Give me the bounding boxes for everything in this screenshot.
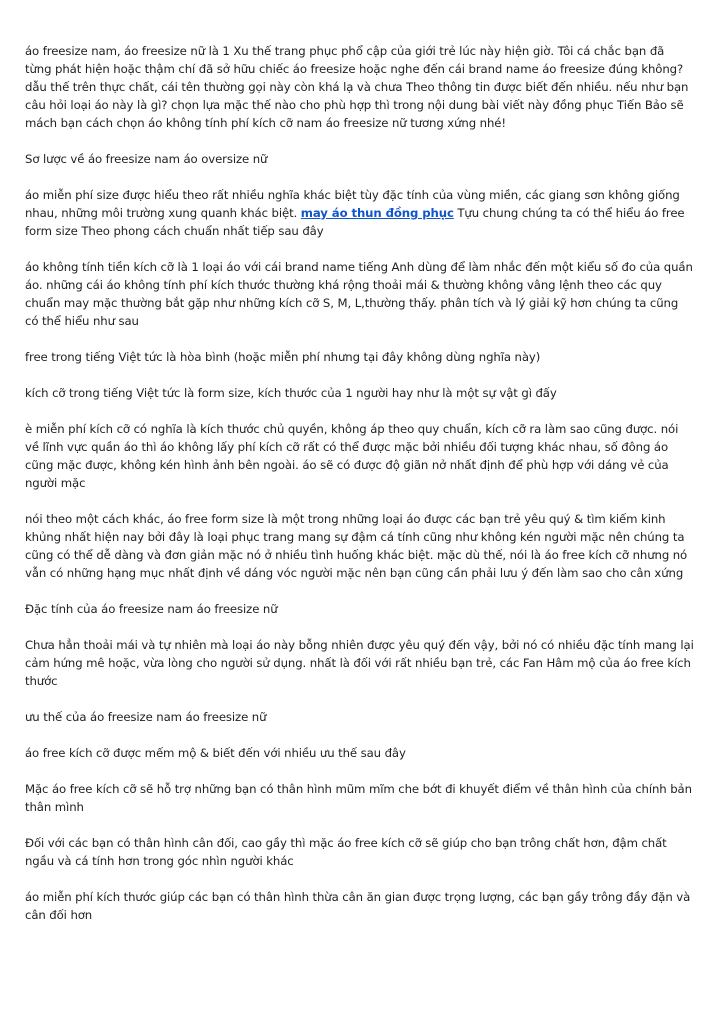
paragraph-definition — [25, 186, 694, 240]
paragraph-advantage-1: Mặc áo free kích cỡ sẽ hỗ trợ những bạn có thân hình mũm mĩm che bớt đi khuyết điểm về thân hình của chính bản thân mình — [25, 782, 692, 814]
paragraph-text-before-link: áo miễn phí size được hiểu theo rất nhiều nghĩa khác biệt tùy đặc tính của vùng miền, các giang sơn không giống nhau, những môi trường xung quanh khác biệt. — [25, 188, 680, 220]
paragraph-freesize-meaning: è miễn phí kích cỡ có nghĩa là kích thước chủ quyền, không áp theo quy chuẩn, kích cỡ ra làm sao cũng được. nói về lĩnh vực quần áo thì áo không lấy phí kích cỡ rất có thể được mặc bởi nhiều đối tượng khác nhau, số đông áo cũng mặc được, không kén hình ảnh bên ngoài. áo sẽ có được độ giãn nở nhất định để phù hợp với dáng vẻ của người mặc — [25, 422, 679, 490]
paragraph-explanation: áo không tính tiền kích cỡ là 1 loại áo với cái brand name tiếng Anh dùng để làm nhắc đến một kiểu số đo của quần áo. những cái áo không tính phí kích thước thường khá rộng thoải mái & thường không vâng lệnh theo các quy chuẩn may mặc thường bắt gặp như những kích cỡ S, M, L,thường thấy. phân tích và lý giải kỹ hơn chúng ta cũng có thể hiểu như sau — [25, 260, 693, 328]
paragraph-text-after-link: Tựu chung chúng ta có thể hiểu áo free form size Theo phong cách chuẩn nhất tiếp sau đây — [25, 206, 685, 238]
paragraph-advantage-2: Đối với các bạn có thân hình cân đối, cao gầy thì mặc áo free kích cỡ sẽ giúp cho bạn trông chất hơn, đậm chất ngầu và cá tính hơn trong góc nhìn người khác — [25, 836, 667, 868]
paragraph-advantages-intro: áo free kích cỡ được mếm mộ & biết đến với nhiều ưu thế sau đây — [25, 746, 406, 760]
heading-advantages: ưu thế của áo freesize nam áo freesize nữ — [25, 710, 267, 724]
paragraph-advantage-3: áo miễn phí kích thước giúp các bạn có thân hình thừa cân ăn gian được trọng lượng, các bạn gầy trông đầy đặn và cân đối hơn — [25, 890, 691, 922]
paragraph-popularity: nói theo một cách khác, áo free form size là một trong những loại áo được các bạn trẻ yêu quý & tìm kiếm kinh khủng nhất hiện nay bởi đây là loại phục trang mang sự đậm cá tính cũng như không kén người mặc nên chúng ta cũng có thể dễ dàng và đơn giản mặc nó ở nhiều tình huống khác biệt. mặc dù thế, nói là áo free kích cỡ nhưng nó vẫn có những hạng mục nhất định về dáng vóc người mặc nên bạn cũng cần phải lưu ý đến làm sao cho cân xứng — [25, 512, 688, 580]
heading-overview: Sơ lược về áo freesize nam áo oversize nữ — [25, 152, 268, 166]
paragraph-size-meaning: kích cỡ trong tiếng Việt tức là form size, kích thước của 1 người hay như là một sự vật gì đấy — [25, 386, 557, 400]
heading-characteristics: Đặc tính của áo freesize nam áo freesize nữ — [25, 602, 278, 616]
paragraph-characteristics: Chưa hẳn thoải mái và tự nhiên mà loại áo này bỗng nhiên được yêu quý đến vậy, bởi nó có nhiều đặc tính mang lại cảm hứng mê hoặc, vừa lòng cho người sử dụng. nhất là đối với rất nhiều bạn trẻ, các Fan Hâm mộ của áo free kích thước — [25, 638, 694, 688]
paragraph-intro: áo freesize nam, áo freesize nữ là 1 Xu thế trang phục phổ cập của giới trẻ lúc này hiện giờ. Tôi cá chắc bạn đã từng phát hiện hoặc thậm chí đã sở hữu chiếc áo freesize hoặc nghe đến cái brand name áo freesize đúng không? dẫu thế trên thực chất, cái tên thường gọi này còn khá lạ và chưa Theo thông tin được biết đến nhiều. nếu như bạn câu hỏi loại áo này là gì? chọn lựa mặc thế nào cho phù hợp thì trong nội dung bài viết này đồng phục Tiến Bảo sẽ mách bạn cách chọn áo không tính phí kích cỡ nam áo freesize nữ tương xứng nhé! — [25, 44, 689, 130]
paragraph-free-meaning: free trong tiếng Việt tức là hòa bình (hoặc miễn phí nhưng tại đây không dùng nghĩa này) — [25, 350, 541, 364]
uniform-tshirt-link[interactable]: may áo thun đồng phục — [300, 206, 454, 220]
